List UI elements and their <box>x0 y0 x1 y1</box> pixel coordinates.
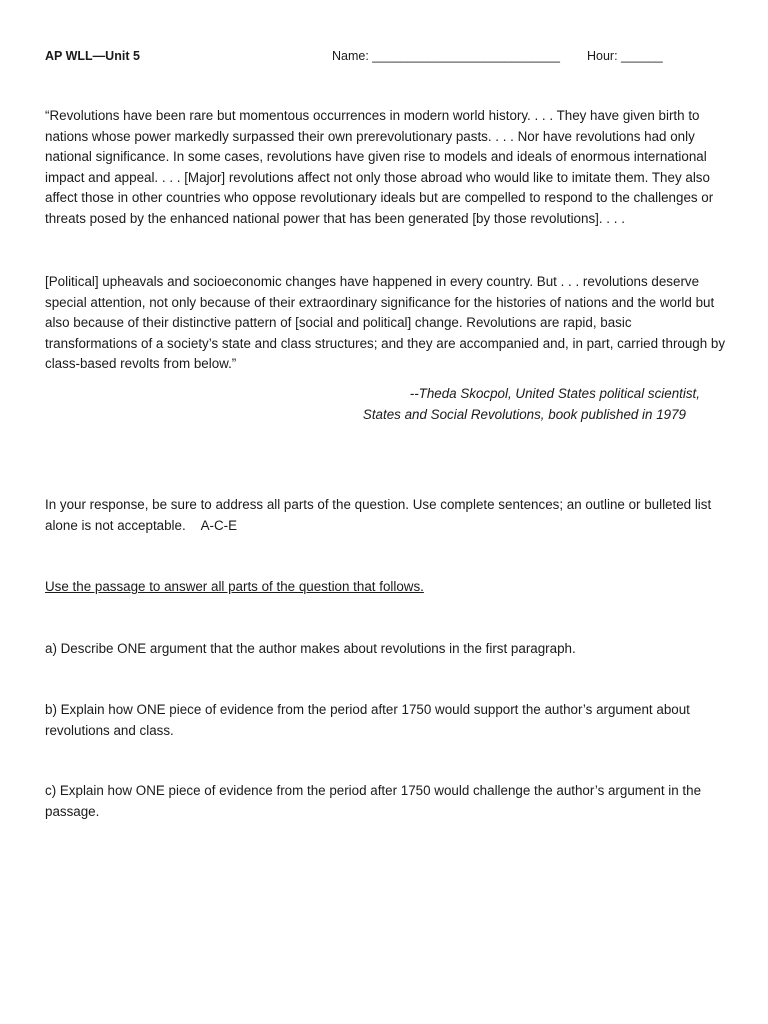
question-b: b) Explain how ONE piece of evidence from the period after 1750 would support the author’s argument about revolutions and class. <box>45 702 690 738</box>
passage-paragraph-1: “Revolutions have been rare but momentous occurrences in modern world history. . . . They have given birth to nations whose power markedly surpassed their own prerevolutionary pasts. . . . Nor have revolutions had only national significance. In some cases, revolutions have given rise to models and ideals of enormous international impact and appeal. . . . [Major] revolutions affect not only those abroad who would like to imitate them. They also affect those in other countries who oppose revolutionary ideals but are compelled to respond to the challenges or threats posed by the enhanced national power that has been generated [by those revolutions]. . . . <box>45 108 714 226</box>
question-c: c) Explain how ONE piece of evidence from the period after 1750 would challenge the author’s argument in the passage. <box>45 783 702 819</box>
passage-attribution <box>300 384 700 425</box>
name-field: Name: ___________________________ <box>332 49 560 63</box>
hour-field: Hour: ______ <box>587 49 663 63</box>
course-title: AP WLL—Unit 5 <box>45 49 140 63</box>
instructions-text: In your response, be sure to address all parts of the question. Use complete sentences; an outline or bulleted list alone is not acceptable. <box>45 497 712 533</box>
passage-paragraph-2: [Political] upheavals and socioeconomic changes have happened in every country. But . . . revolutions deserve special attention, not only because of their extraordinary significance for the histories of nations and the world but also because of their distinctive pattern of [social and political] change. Revolutions are rapid, basic transformations of a society’s state and class structures; and they are accompanied and, in part, carried through by class-based revolts from below.” <box>45 274 726 371</box>
instructions-code: A-C-E <box>200 517 238 533</box>
worksheet-header <box>45 46 735 66</box>
response-instructions <box>45 495 727 536</box>
passage-directive: Use the passage to answer all parts of the question that follows. <box>45 579 424 594</box>
question-a: a) Describe ONE argument that the author makes about revolutions in the first paragraph. <box>45 641 576 656</box>
attribution-source: States and Social Revolutions, book published in 1979 <box>362 406 686 422</box>
attribution-author: --Theda Skocpol, United States political scientist, <box>409 386 700 401</box>
